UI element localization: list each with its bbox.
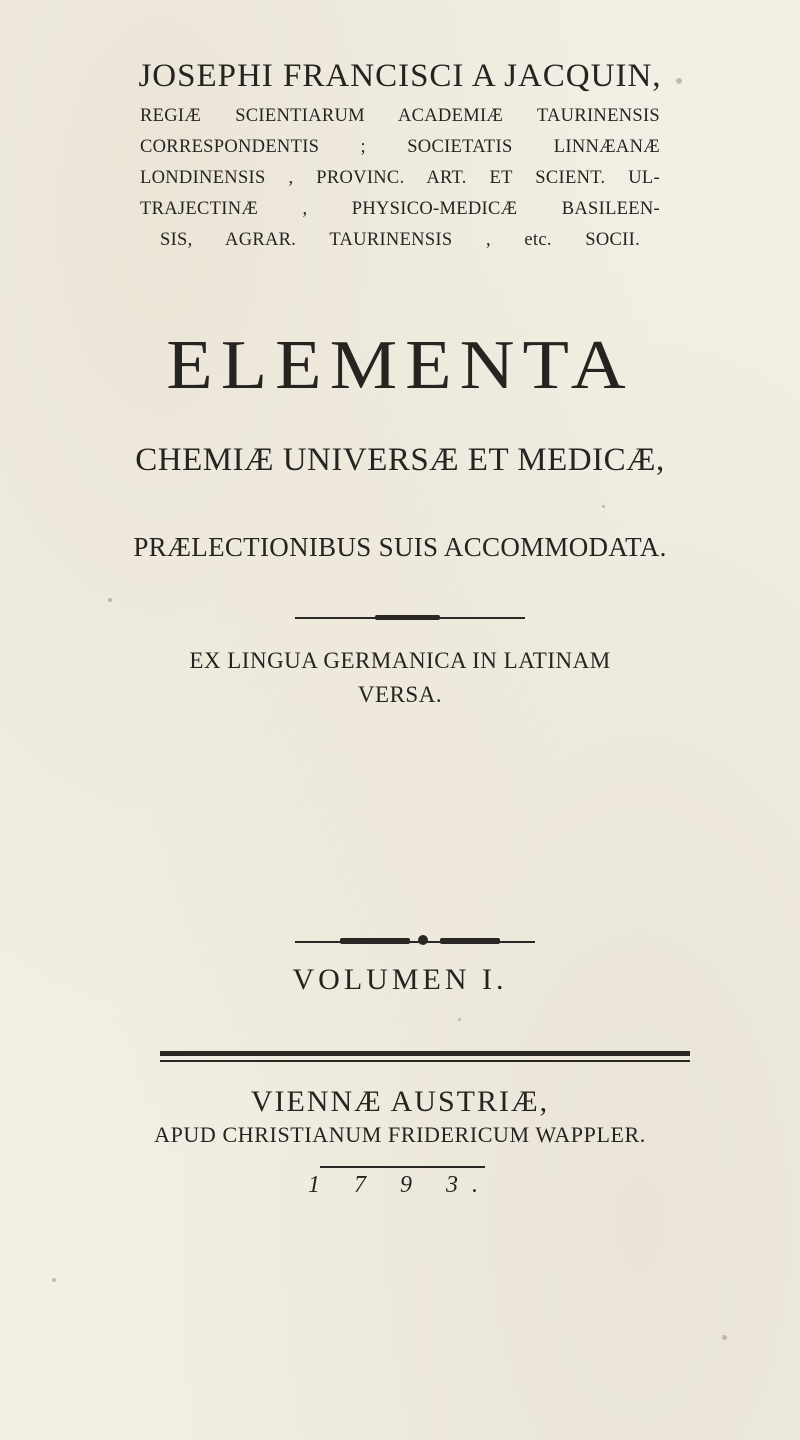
paper-speck bbox=[108, 598, 112, 602]
imprint-place: VIENNÆ AUSTRIÆ, bbox=[250, 1085, 550, 1118]
volume-label: VOLUMEN I. bbox=[292, 963, 508, 996]
ornament-rule-2-right bbox=[440, 938, 500, 944]
subtitle-secondary: PRÆLECTIONIBUS SUIS ACCOMMODATA. bbox=[133, 532, 667, 562]
paper-speck bbox=[722, 1335, 727, 1340]
double-rule-thick bbox=[160, 1051, 690, 1056]
translation-note-line-2: VERSA. bbox=[357, 682, 443, 707]
author-name: JOSEPHI FRANCISCI A JACQUIN, bbox=[138, 58, 662, 94]
affiliation-line-1: REGIÆ SCIENTIARUM ACADEMIÆ TAURINENSIS bbox=[140, 106, 660, 126]
ornament-rule-2-left bbox=[340, 938, 410, 944]
subtitle: CHEMIÆ UNIVERSÆ ET MEDICÆ, bbox=[135, 442, 665, 478]
translation-note-line-1: EX LINGUA GERMANICA IN LATINAM bbox=[189, 648, 611, 673]
affiliation-line-4: TRAJECTINÆ , PHYSICO-MEDICÆ BASILEEN- bbox=[140, 199, 660, 219]
paper-speck bbox=[676, 78, 682, 84]
imprint-publisher: APUD CHRISTIANUM FRIDERICUM WAPPLER. bbox=[154, 1122, 646, 1147]
affiliation-line-5: SIS, AGRAR. TAURINENSIS , etc. SOCII. bbox=[160, 230, 640, 250]
paper-speck bbox=[52, 1278, 56, 1282]
imprint-year: 1 7 9 3. bbox=[308, 1172, 492, 1198]
ornament-rule-1-center bbox=[375, 615, 440, 620]
main-title: ELEMENTA bbox=[166, 326, 634, 404]
ornament-dot bbox=[418, 935, 428, 945]
paper-speck bbox=[458, 1018, 461, 1021]
affiliation-line-3: LONDINENSIS , PROVINC. ART. ET SCIENT. UL- bbox=[140, 168, 660, 188]
imprint-rule bbox=[320, 1166, 485, 1168]
affiliation-line-2: CORRESPONDENTIS ; SOCIETATIS LINNÆANÆ bbox=[140, 137, 660, 157]
paper-speck bbox=[602, 505, 605, 508]
double-rule-thin bbox=[160, 1060, 690, 1062]
